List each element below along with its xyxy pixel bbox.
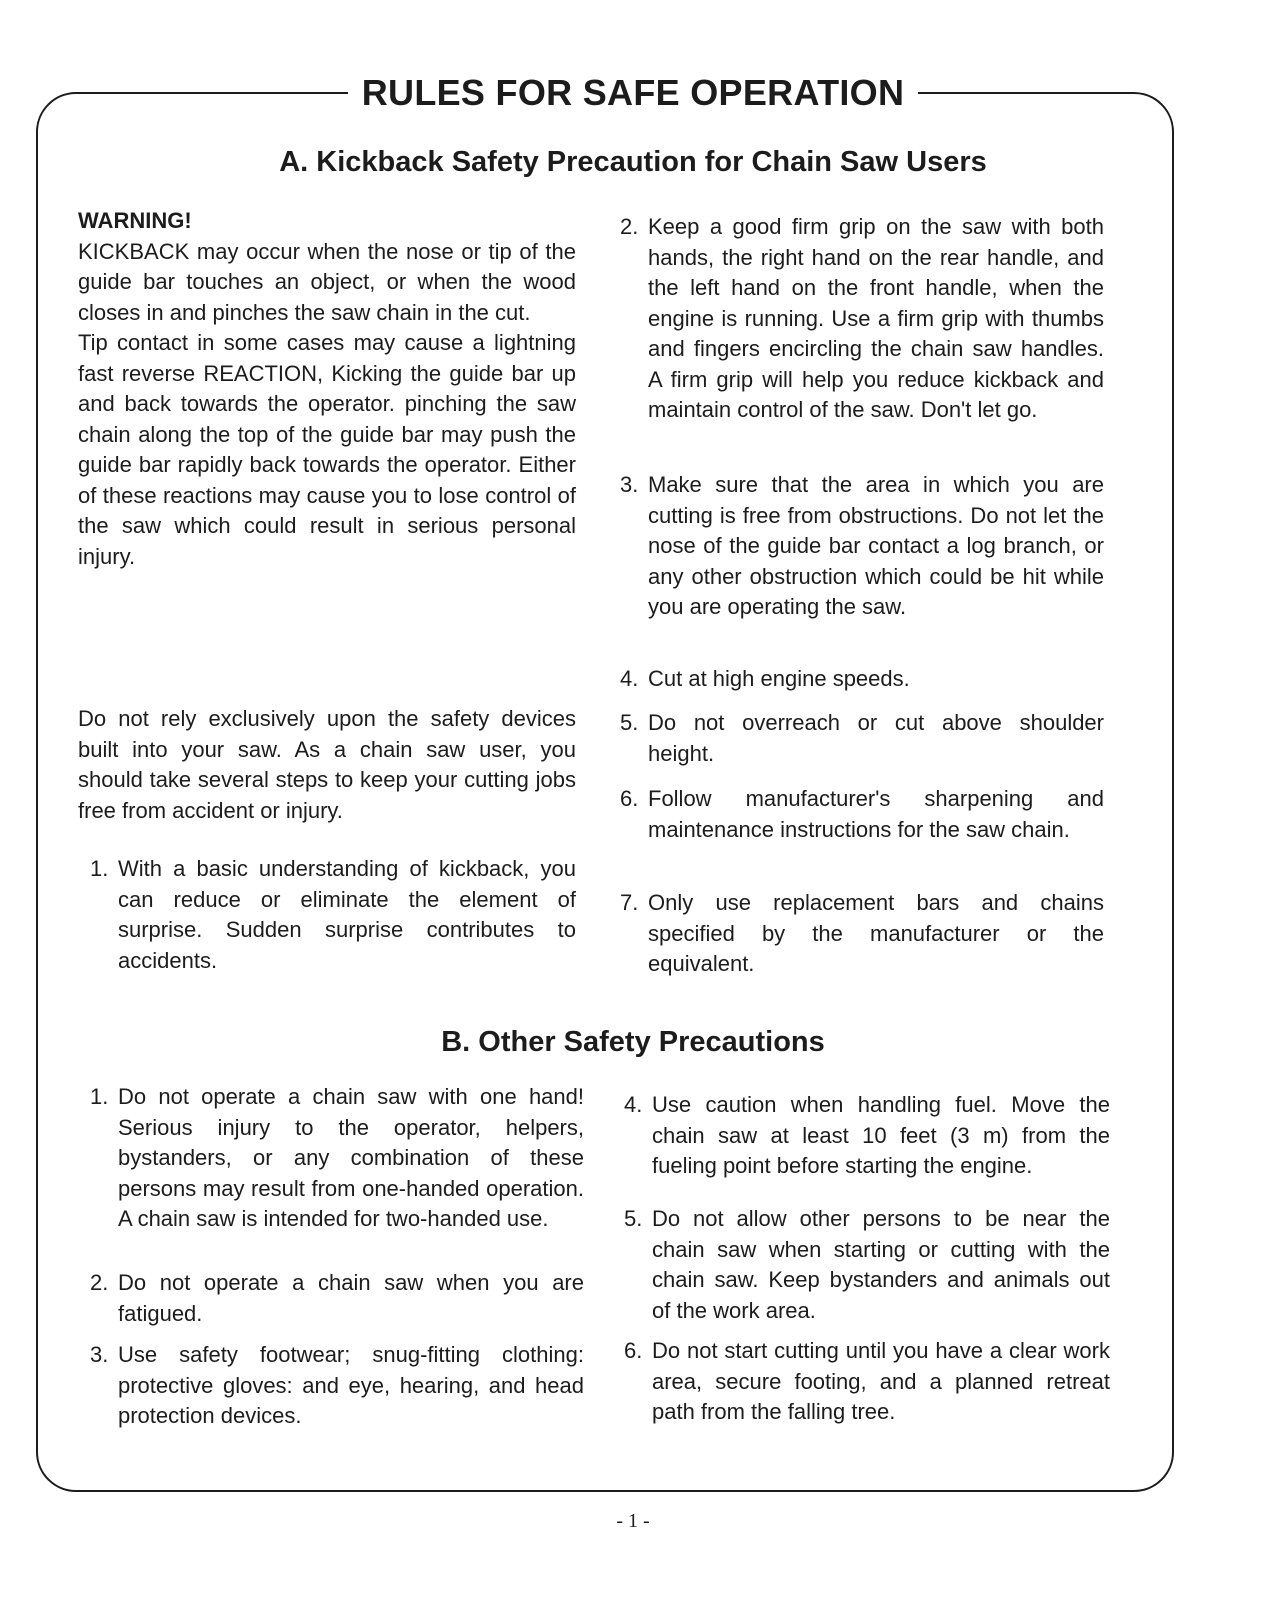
item-text: Make sure that the area in which you are cutting is free from obstructions. Do not let the nose of the guide bar contact a log branch, or any other obstruction which could be hit while you are operating the saw. bbox=[648, 472, 1104, 619]
warning-paragraph-2: Tip contact in some cases may cause a lightning fast reverse REACTION, Kicking the guide bar up and back towards the operator. pinching the saw chain along the top of the guide bar may push the guide bar rapidly back towards the operator. Either of these reactions may cause you to lose control of the saw which could result in serious personal injury. bbox=[78, 330, 576, 569]
warning-paragraph-1: KICKBACK may occur when the nose or tip of the guide bar touches an object, or when the wood closes in and pinches the saw chain in the cut. bbox=[78, 238, 576, 325]
intro-block bbox=[78, 704, 576, 826]
list-item bbox=[624, 1090, 1110, 1182]
list-item bbox=[620, 470, 1104, 623]
item-text: Do not operate a chain saw with one hand! Serious injury to the operator, helpers, bystanders, or any combination of these persons may result from one-handed operation. A chain saw is intended for two-handed use. bbox=[118, 1084, 584, 1231]
list-item bbox=[620, 888, 1104, 980]
warning-label: WARNING! bbox=[78, 208, 192, 233]
list-item bbox=[90, 1082, 584, 1235]
section-b-heading: B. Other Safety Precautions bbox=[441, 1026, 825, 1058]
item-text: Use safety footwear; snug-fitting clothing: protective gloves: and eye, hearing, and head protection devices. bbox=[118, 1342, 584, 1428]
item-number: 2. bbox=[90, 1270, 109, 1295]
item-text: Do not allow other persons to be near the chain saw when starting or cutting with the chain saw. Keep bystanders and animals out of the work area. bbox=[652, 1206, 1110, 1323]
item-number: 4. bbox=[624, 1092, 643, 1117]
item-number: 1. bbox=[90, 856, 109, 881]
item-number: 1. bbox=[90, 1084, 109, 1109]
item-number: 4. bbox=[620, 666, 639, 691]
item-number: 3. bbox=[620, 472, 639, 497]
item-number: 5. bbox=[624, 1206, 643, 1231]
section-a-heading: A. Kickback Safety Precaution for Chain Saw Users bbox=[279, 146, 987, 178]
item-text: Do not start cutting until you have a clear work area, secure footing, and a planned retreat path from the falling tree. bbox=[652, 1338, 1110, 1424]
list-item bbox=[90, 854, 576, 976]
item-number: 5. bbox=[620, 710, 639, 735]
list-item bbox=[90, 1340, 584, 1432]
item-number: 6. bbox=[624, 1338, 643, 1363]
item-number: 3. bbox=[90, 1342, 109, 1367]
item-text: Use caution when handling fuel. Move the chain saw at least 10 feet (3 m) from the fueling point before starting the engine. bbox=[652, 1092, 1110, 1178]
list-item bbox=[620, 664, 1104, 695]
list-item bbox=[620, 708, 1104, 769]
page-title: RULES FOR SAFE OPERATION bbox=[348, 72, 919, 114]
page-number: - 1 - bbox=[616, 1510, 650, 1532]
list-item bbox=[624, 1204, 1110, 1326]
list-item bbox=[90, 1268, 584, 1329]
warning-block bbox=[78, 206, 576, 572]
main-title-wrap bbox=[0, 72, 1266, 114]
item-text: Do not overreach or cut above shoulder height. bbox=[648, 710, 1104, 766]
item-number: 7. bbox=[620, 890, 639, 915]
list-item bbox=[620, 784, 1104, 845]
item-number: 6. bbox=[620, 786, 639, 811]
item-text: Only use replacement bars and chains specified by the manufacturer or the equivalent. bbox=[648, 890, 1104, 976]
item-text: With a basic understanding of kickback, you can reduce or eliminate the element of surprise. Sudden surprise contributes to accidents. bbox=[118, 856, 576, 973]
list-item bbox=[620, 212, 1104, 426]
list-item bbox=[624, 1336, 1110, 1428]
item-text: Follow manufacturer's sharpening and maintenance instructions for the saw chain. bbox=[648, 786, 1104, 842]
item-text: Cut at high engine speeds. bbox=[648, 666, 910, 691]
intro-paragraph: Do not rely exclusively upon the safety devices built into your saw. As a chain saw user, you should take several steps to keep your cutting jobs free from accident or injury. bbox=[78, 706, 576, 823]
item-text: Do not operate a chain saw when you are fatigued. bbox=[118, 1270, 584, 1326]
item-number: 2. bbox=[620, 214, 639, 239]
item-text: Keep a good firm grip on the saw with both hands, the right hand on the rear handle, and the left hand on the front handle, when the engine is running. Use a firm grip with thumbs and fingers encircling the chain saw handles. A firm grip will help you reduce kickback and maintain control of the saw. Don't let go. bbox=[648, 214, 1104, 422]
